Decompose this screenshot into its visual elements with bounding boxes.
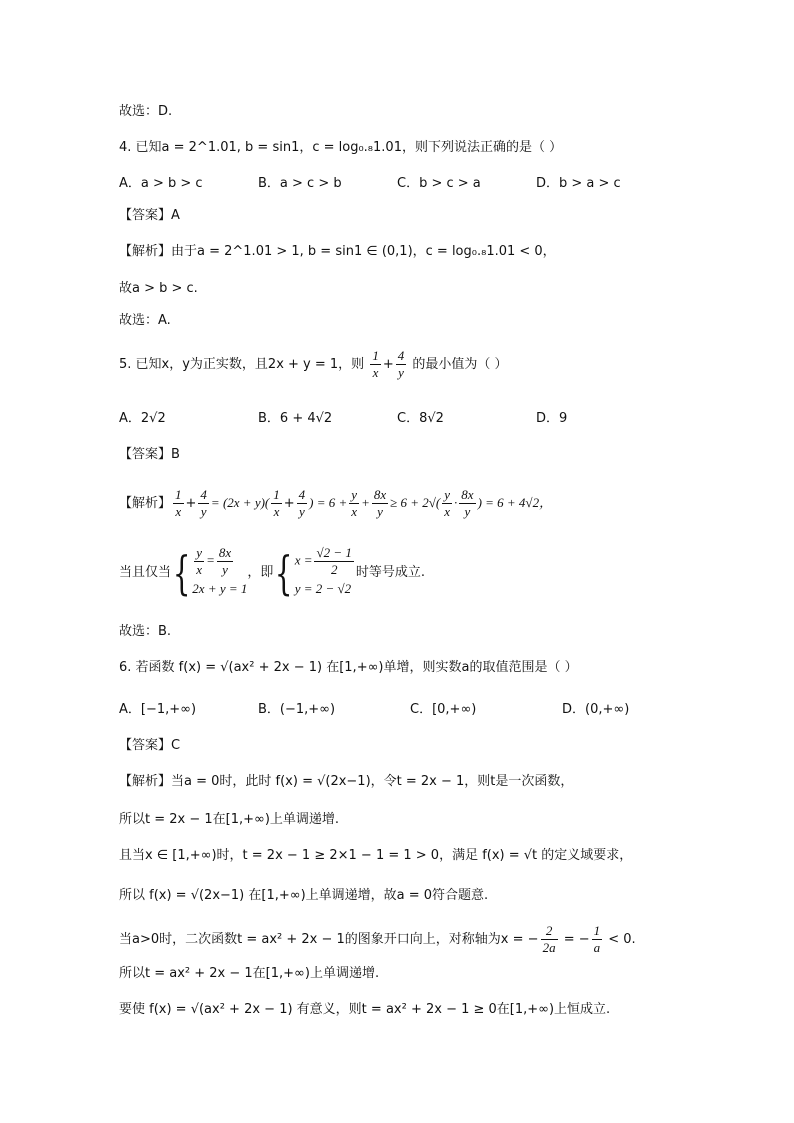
fraction	[396, 348, 407, 381]
numerator: 1	[372, 348, 379, 363]
condition-middle: ，即	[247, 565, 274, 580]
answer-label: 【答案】C	[119, 738, 181, 753]
fraction	[198, 487, 209, 520]
math-text: ≥ 6 + 2√(	[390, 495, 441, 510]
fraction	[217, 545, 233, 578]
numerator: 1	[273, 487, 280, 502]
numerator: 1	[175, 487, 182, 502]
question-5: 5. 已知x，y为正实数，且2x + y = 1，则 $\frac{1}{x}$ + $\frac{4}{y}$ 的最小值为（ ）	[119, 348, 508, 380]
option-d: D．9	[536, 411, 568, 426]
equals-sign: =	[206, 552, 215, 568]
math-text: +	[361, 495, 370, 510]
fraction	[297, 487, 308, 520]
denominator: y	[464, 504, 471, 519]
denominator: x	[273, 504, 280, 519]
option-a: A．2√2	[119, 411, 166, 426]
option-b: B．(−1,+∞)	[258, 702, 336, 717]
denominator: x	[196, 562, 203, 577]
fraction	[442, 487, 452, 520]
numerator: 2	[541, 923, 558, 940]
explanation-line: 【解析】 $\frac{1}{x}$ + $\frac{4}{y}$ = (2x + y)( $\frac{1}{x}$ + $\frac{4}{y}$ ) = 6 + $\frac{y}{x}$ + $\frac{8x}{y}$ ≥ 6 + 2√( $\frac{y}{x}$ · $\frac{8x}{y}$ ) = 6 + 4√2，	[119, 487, 553, 519]
fraction	[173, 487, 184, 520]
numerator: y	[351, 487, 358, 502]
option-d: D．b > a > c	[536, 176, 621, 191]
left-brace-icon: {	[172, 545, 191, 600]
text-line: 故选：D.	[119, 104, 173, 119]
fraction	[372, 487, 388, 520]
numerator: 8x	[461, 487, 474, 502]
math-text: = (2x + y)(	[210, 495, 270, 510]
numerator: 8x	[218, 545, 232, 560]
explanation-line: 所以t = ax² + 2x − 1在[1,+∞)上单调递增.	[119, 966, 380, 981]
equation: y = 2 − √2	[294, 581, 352, 596]
q5-suffix: 的最小值为（ ）	[412, 357, 508, 372]
denominator: y	[377, 504, 383, 519]
fraction	[314, 545, 353, 578]
equation-system	[295, 545, 356, 600]
condition-suffix: 时等号成立.	[355, 565, 426, 580]
denominator: y	[299, 504, 305, 519]
option-a: A．[−1,+∞)	[119, 702, 197, 717]
denominator: 2a	[542, 940, 556, 955]
explanation-line: 所以t = 2x − 1在[1,+∞)上单调递增.	[119, 812, 340, 827]
line-middle: = −	[559, 932, 590, 947]
explanation-line: 【解析】当a = 0时，此时 f(x) = √(2x−1)，令t = 2x − 1，则t是一次函数，	[119, 774, 574, 789]
math-text: ) = 6 + 4√2，	[477, 495, 553, 510]
denominator: x	[372, 365, 379, 380]
math-text: ) = 6 +	[309, 495, 348, 510]
math-text: ·	[454, 495, 458, 510]
numerator: 1	[593, 923, 601, 938]
answer-label: 【答案】A	[119, 208, 180, 223]
denominator: x	[444, 504, 451, 519]
fraction	[541, 923, 558, 956]
option-c: C．[0,+∞)	[410, 702, 477, 717]
equation-system	[192, 545, 247, 600]
option-c: C．b > c > a	[397, 176, 481, 191]
fraction	[271, 487, 282, 520]
numerator: 4	[298, 487, 306, 502]
numerator: 4	[397, 348, 405, 363]
explanation-line: 【解析】由于a = 2^1.01 > 1, b = sin1 ∈ (0,1)，c = log₀.₈1.01 < 0，	[119, 244, 556, 259]
line-prefix: 当a>0时，二次函数t = ax² + 2x − 1的图象开口向上，对称轴为x = −	[119, 932, 539, 947]
line-suffix: < 0.	[604, 932, 636, 947]
denominator: x	[175, 504, 182, 519]
denominator: y	[222, 562, 228, 577]
option-d: D．(0,+∞)	[562, 702, 630, 717]
numerator: √2 − 1	[316, 545, 352, 560]
left-brace-icon: {	[275, 545, 293, 600]
denominator: y	[200, 504, 207, 519]
explanation-line: 要使 f(x) = √(ax² + 2x − 1) 有意义，则t = ax² + 2x − 1 ≥ 0在[1,+∞)上恒成立.	[119, 1002, 611, 1017]
option-a: A．a > b > c	[119, 176, 203, 191]
numerator: y	[444, 487, 451, 502]
denominator: a	[593, 940, 601, 955]
numerator: 4	[200, 487, 207, 502]
explanation-line: 且当x ∈ [1,+∞)时，t = 2x − 1 ≥ 2×1 − 1 = 1 > 0，满足 f(x) = √t 的定义域要求，	[119, 848, 633, 863]
condition-prefix: 当且仅当	[119, 565, 172, 580]
explanation-line: 故a > b > c.	[119, 281, 198, 296]
explanation-line	[119, 922, 636, 958]
q5-prefix: 5. 已知x，y为正实数，且2x + y = 1，则	[119, 357, 365, 372]
question-6: 6. 若函数 f(x) = √(ax² + 2x − 1) 在[1,+∞)单增，则实数a的取值范围是（ ）	[119, 660, 578, 675]
equation: 2x + y = 1	[192, 581, 248, 596]
fraction	[592, 923, 603, 956]
explanation-label: 【解析】	[119, 496, 172, 511]
fraction	[459, 487, 475, 520]
fraction	[370, 348, 381, 381]
fraction	[194, 545, 204, 578]
option-b: B．6 + 4√2	[258, 411, 333, 426]
equation: x =	[294, 552, 313, 568]
equality-condition	[119, 543, 425, 603]
denominator: 2	[330, 562, 338, 577]
numerator: 8x	[373, 487, 387, 502]
answer-label: 【答案】B	[119, 447, 180, 462]
denominator: y	[398, 365, 404, 380]
question-4: 4. 已知a = 2^1.01, b = sin1，c = log₀.₈1.01，则下列说法正确的是（ ）	[119, 140, 563, 155]
numerator: y	[196, 545, 203, 560]
select-line: 故选：B.	[119, 624, 172, 639]
fraction	[349, 487, 359, 520]
select-line: 故选：A.	[119, 313, 171, 328]
denominator: x	[351, 504, 358, 519]
explanation-line: 所以 f(x) = √(2x−1) 在[1,+∞)上单调递增，故a = 0符合题意.	[119, 888, 489, 903]
option-b: B．a > c > b	[258, 176, 342, 191]
option-c: C．8√2	[397, 411, 444, 426]
